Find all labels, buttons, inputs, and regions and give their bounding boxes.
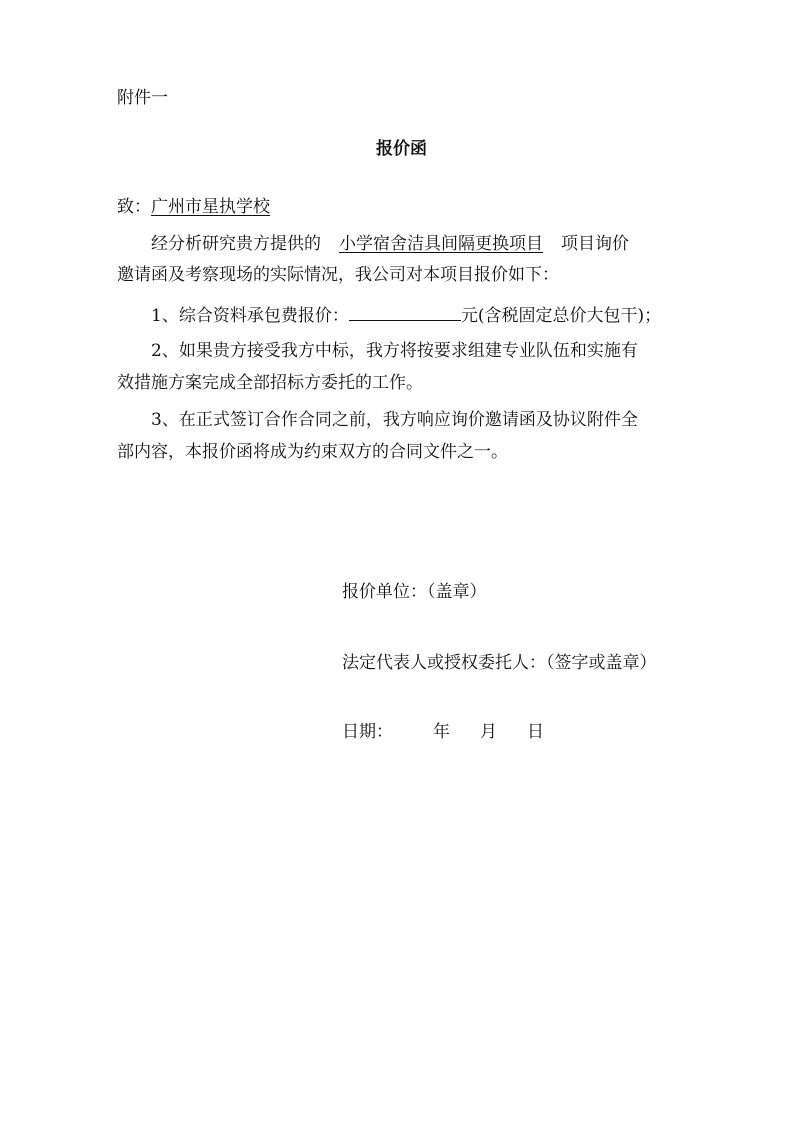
quote-price-unit: 元(含税固定总价大包干)； xyxy=(460,306,662,326)
date-month: 月 xyxy=(480,722,497,742)
intro-text-1: 经分析研究贵方提供的 xyxy=(151,234,321,254)
item2-line-1: 2、如果贵方接受我方中标，我方将按要求组建专业队伍和实施有 xyxy=(151,341,638,361)
intro-line-1 xyxy=(151,233,629,255)
quote-price-blank xyxy=(349,302,461,321)
date-label: 日期： xyxy=(342,722,393,742)
quote-price-item xyxy=(151,302,661,327)
intro-text-2: 项目询价 xyxy=(561,234,629,254)
recipient-name: 广州市星执学校 xyxy=(151,197,270,217)
recipient-line xyxy=(117,196,270,218)
document-title: 报价函 xyxy=(376,139,427,159)
item2-line-2: 效措施方案完成全部招标方委托的工作。 xyxy=(117,373,423,393)
recipient-prefix: 致： xyxy=(117,197,151,217)
item3-line-2: 部内容，本报价函将成为约束双方的合同文件之一。 xyxy=(117,442,508,462)
date-line xyxy=(342,721,544,743)
intro-line-2: 邀请函及考察现场的实际情况，我公司对本项目报价如下： xyxy=(117,265,559,285)
project-name: 小学宿舍洁具间隔更换项目 xyxy=(339,234,543,254)
quote-price-label: 1、综合资料承包费报价： xyxy=(151,306,349,326)
annex-label: 附件一 xyxy=(117,88,168,108)
item3-line-1: 3、在正式签订合作合同之前，我方响应询价邀请函及协议附件全 xyxy=(151,410,638,430)
date-day: 日 xyxy=(527,722,544,742)
quoting-unit-line: 报价单位：（盖章） xyxy=(342,582,487,602)
representative-line: 法定代表人或授权委托人：（签字或盖章） xyxy=(342,653,657,673)
date-year: 年 xyxy=(433,722,450,742)
